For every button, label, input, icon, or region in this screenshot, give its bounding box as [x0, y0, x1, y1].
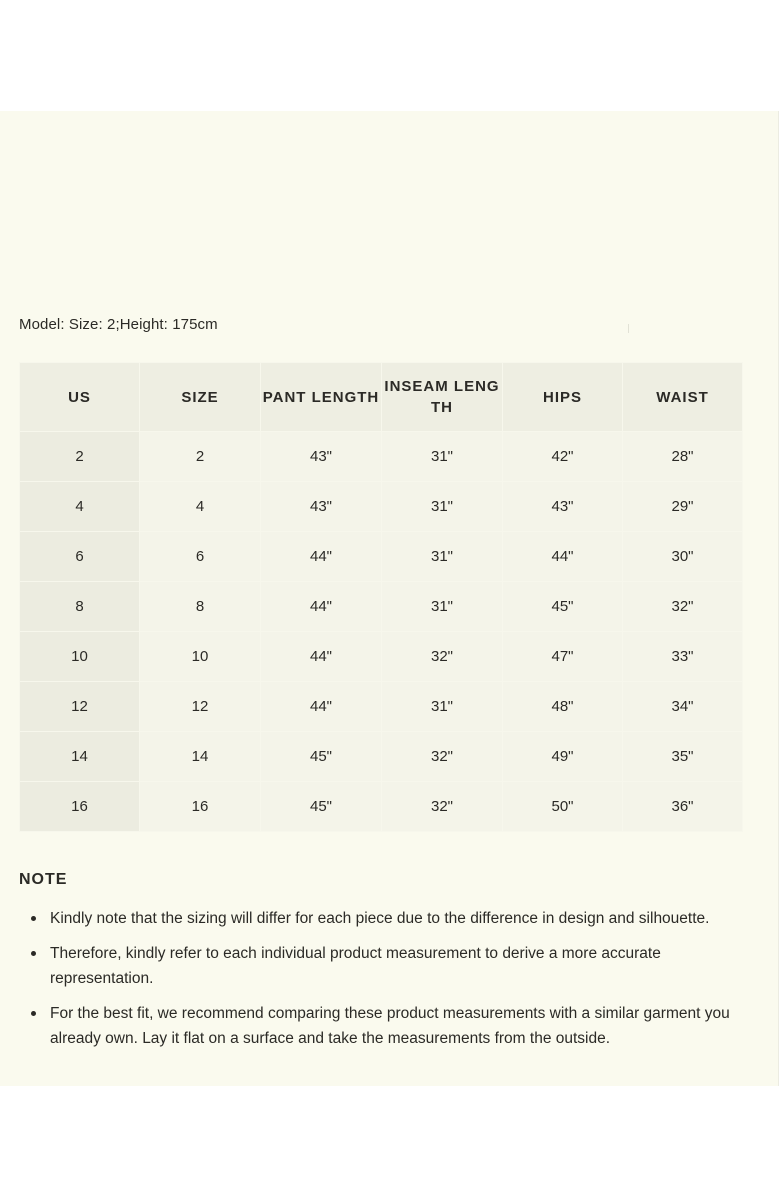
table-row	[20, 732, 743, 782]
note-text: Therefore, kindly refer to each individual product measurement to derive a more accurate representation.	[50, 945, 661, 987]
cell-inseam-length: 31"	[382, 532, 503, 582]
cell-waist: 29"	[623, 482, 743, 532]
cell-pant-length: 45"	[261, 782, 382, 832]
note-list	[30, 906, 730, 1061]
header-size: SIZE	[140, 363, 261, 432]
cell-size: 8	[140, 582, 261, 632]
cell-size: 16	[140, 782, 261, 832]
cell-hips: 47"	[503, 632, 623, 682]
cell-size: 14	[140, 732, 261, 782]
size-guide-panel	[0, 111, 779, 1086]
table-row	[20, 482, 743, 532]
header-pant-length: PANT LENGTH	[261, 363, 382, 432]
cell-us: 16	[20, 782, 140, 832]
cell-waist: 28"	[623, 432, 743, 482]
cell-size: 2	[140, 432, 261, 482]
header-waist: WAIST	[623, 363, 743, 432]
cell-waist: 32"	[623, 582, 743, 632]
cell-pant-length: 44"	[261, 582, 382, 632]
cell-us: 4	[20, 482, 140, 532]
cell-hips: 49"	[503, 732, 623, 782]
table-row	[20, 782, 743, 832]
cell-pant-length: 45"	[261, 732, 382, 782]
cell-inseam-length: 32"	[382, 632, 503, 682]
bullet-icon	[31, 1011, 36, 1016]
table-row	[20, 632, 743, 682]
cell-us: 10	[20, 632, 140, 682]
cell-pant-length: 44"	[261, 682, 382, 732]
cell-size: 12	[140, 682, 261, 732]
note-text: For the best fit, we recommend comparing these product measurements with a similar garment you already own. Lay it flat on a surface and take the measurements from the outside.	[50, 1005, 730, 1047]
note-item	[30, 941, 730, 991]
cell-size: 6	[140, 532, 261, 582]
cell-us: 8	[20, 582, 140, 632]
cell-waist: 35"	[623, 732, 743, 782]
divider-mark	[628, 324, 629, 333]
header-us: US	[20, 363, 140, 432]
cell-us: 6	[20, 532, 140, 582]
cell-hips: 45"	[503, 582, 623, 632]
cell-waist: 33"	[623, 632, 743, 682]
bullet-icon	[31, 916, 36, 921]
cell-hips: 48"	[503, 682, 623, 732]
cell-inseam-length: 31"	[382, 582, 503, 632]
cell-inseam-length: 31"	[382, 682, 503, 732]
cell-waist: 34"	[623, 682, 743, 732]
cell-pant-length: 43"	[261, 482, 382, 532]
cell-hips: 43"	[503, 482, 623, 532]
note-text: Kindly note that the sizing will differ for each piece due to the difference in design and silhouette.	[50, 910, 710, 927]
table-row	[20, 532, 743, 582]
cell-pant-length: 43"	[261, 432, 382, 482]
cell-waist: 30"	[623, 532, 743, 582]
table-row	[20, 432, 743, 482]
cell-us: 14	[20, 732, 140, 782]
table-row	[20, 582, 743, 632]
bullet-icon	[31, 951, 36, 956]
table-header-row	[20, 363, 743, 432]
model-info: Model: Size: 2;Height: 175cm	[19, 316, 218, 333]
note-item	[30, 906, 730, 931]
header-inseam-length: INSEAM LENG TH	[382, 363, 503, 432]
cell-pant-length: 44"	[261, 632, 382, 682]
cell-size: 4	[140, 482, 261, 532]
cell-waist: 36"	[623, 782, 743, 832]
cell-inseam-length: 31"	[382, 432, 503, 482]
note-item	[30, 1001, 730, 1051]
header-hips: HIPS	[503, 363, 623, 432]
cell-inseam-length: 32"	[382, 732, 503, 782]
size-chart-table	[19, 362, 743, 832]
cell-us: 12	[20, 682, 140, 732]
table-row	[20, 682, 743, 732]
cell-hips: 50"	[503, 782, 623, 832]
cell-inseam-length: 32"	[382, 782, 503, 832]
cell-inseam-length: 31"	[382, 482, 503, 532]
note-heading: NOTE	[19, 871, 68, 888]
cell-size: 10	[140, 632, 261, 682]
cell-hips: 44"	[503, 532, 623, 582]
cell-hips: 42"	[503, 432, 623, 482]
cell-us: 2	[20, 432, 140, 482]
cell-pant-length: 44"	[261, 532, 382, 582]
